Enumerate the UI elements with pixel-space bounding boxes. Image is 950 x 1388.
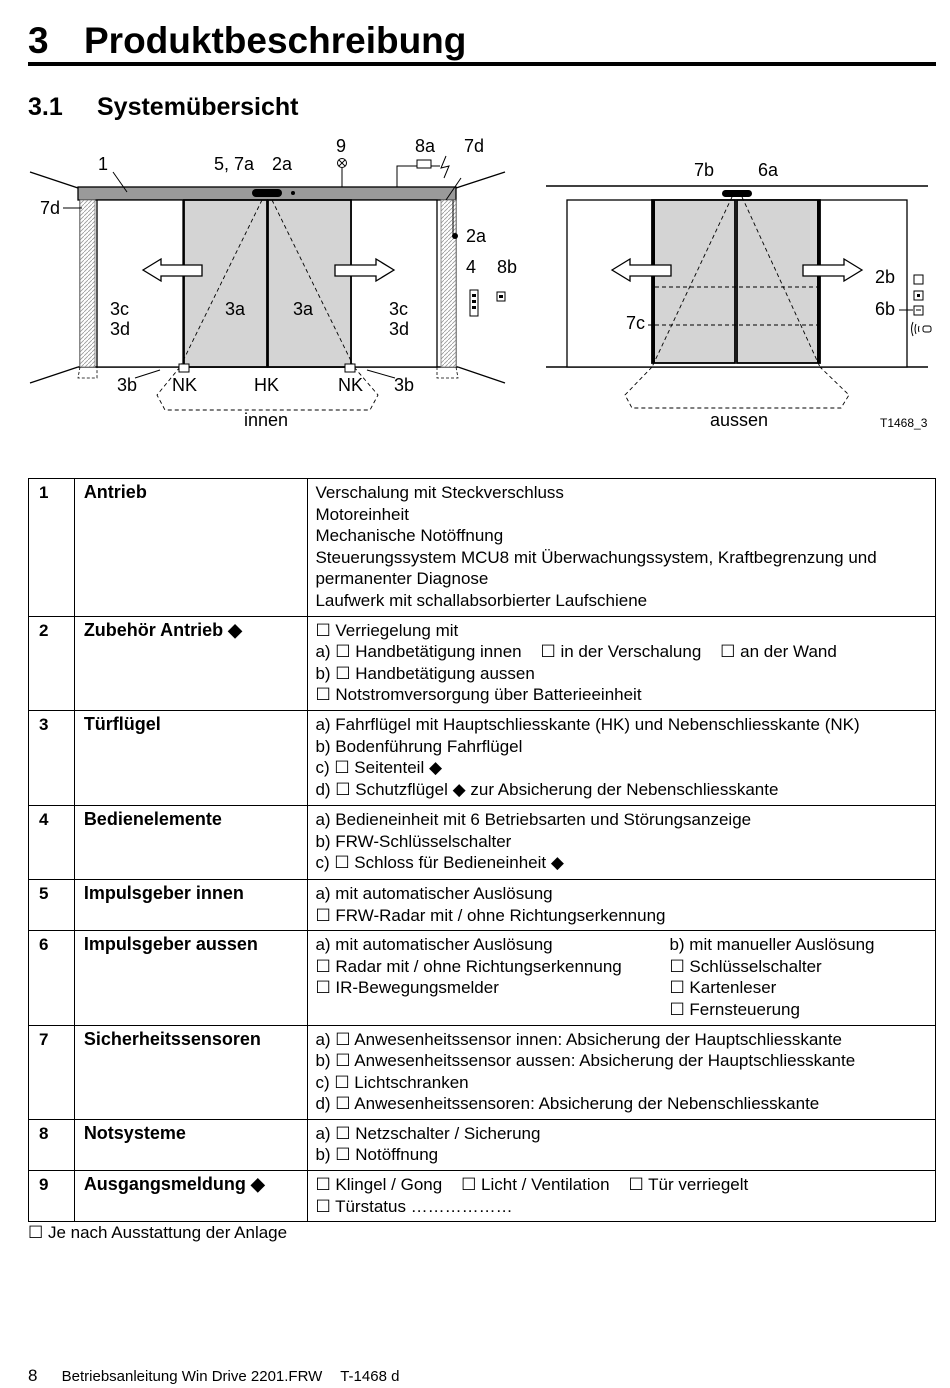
- diagram-label: HK: [254, 375, 280, 395]
- row-description: [308, 879, 936, 930]
- desc-line: a) ☐ Handbetätigung innen ☐ in der Verschalung ☐ an der Wand: [315, 642, 837, 662]
- desc-line: ☐ Schlüsselschalter: [669, 956, 822, 976]
- desc-line: a) mit automatischer Auslösung: [315, 883, 553, 903]
- inside-view: [30, 156, 505, 410]
- desc-line: ☐ Fernsteuerung: [669, 999, 800, 1019]
- table-row: [29, 616, 936, 710]
- sliding-leaf: [737, 200, 820, 363]
- diagram-label: 8a: [415, 136, 436, 156]
- desc-line: ☐ Verriegelung mit: [315, 620, 459, 640]
- row-description: [308, 710, 936, 805]
- desc-line: b) ☐ Notöffnung: [315, 1145, 439, 1165]
- row-number: 4: [29, 805, 75, 879]
- row-name: Antrieb: [74, 479, 308, 617]
- footnote: ☐ Je nach Ausstattung der Anlage: [28, 1223, 288, 1242]
- row-number: 5: [29, 879, 75, 930]
- desc-line: ☐ Kartenleser: [669, 978, 777, 998]
- desc-line: ☐ Klingel / Gong ☐ Licht / Ventilation ☐ Tür verriegelt: [315, 1175, 749, 1195]
- diagram-label: 2a: [466, 226, 487, 246]
- diagram-label: 6a: [758, 160, 779, 180]
- desc-line: ☐ Türstatus ………………: [315, 1196, 513, 1216]
- desc-line: b) FRW-Schlüsselschalter: [315, 831, 512, 851]
- desc-line: b) Bodenführung Fahrflügel: [315, 736, 523, 756]
- table-row: [29, 1171, 936, 1222]
- diagram-label: NK: [172, 375, 198, 395]
- row-number: 6: [29, 931, 75, 1025]
- desc-line: c) ☐ Lichtschranken: [315, 1072, 469, 1092]
- desc-line: Motoreinheit: [315, 504, 409, 524]
- diagram-label: 3c: [389, 299, 409, 319]
- desc-line: ☐ IR-Bewegungsmelder: [315, 978, 499, 998]
- desc-line: b) ☐ Handbetätigung aussen: [315, 663, 535, 683]
- row-description: [308, 479, 936, 617]
- desc-line: c) ☐ Schloss für Bedieneinheit ◆: [315, 853, 564, 873]
- table-row: [29, 1025, 936, 1119]
- row-name: Impulsgeber innen: [74, 879, 308, 930]
- desc-line: Steuerungssystem MCU8 mit Überwachungssystem, Kraftbegrenzung und: [315, 547, 877, 567]
- diagram-label: 9: [336, 136, 347, 156]
- diagram-label: 1: [98, 154, 109, 174]
- desc-line: permanenter Diagnose: [315, 569, 489, 589]
- table-row: [29, 805, 936, 879]
- diagram-label: 3a: [225, 299, 246, 319]
- desc-line: d) ☐ Schutzflügel ◆ zur Absicherung der Nebenschliesskante: [315, 779, 779, 799]
- desc-line: a) mit automatischer Auslösung: [315, 935, 553, 955]
- desc-line: a) ☐ Netzschalter / Sicherung: [315, 1123, 541, 1143]
- row-description: [308, 1171, 936, 1222]
- system-overview-diagram: [0, 130, 950, 435]
- side-panel: [351, 200, 437, 367]
- row-name: Ausgangsmeldung ◆: [74, 1171, 308, 1222]
- document-title: Betriebsanleitung Win Drive 2201.FRW: [61, 1368, 323, 1385]
- row-description: [308, 805, 936, 879]
- desc-line: ☐ Radar mit / ohne Richtungserkennung: [315, 956, 622, 976]
- diagram-label: 3d: [110, 319, 131, 339]
- chapter-title: Produktbeschreibung: [84, 20, 467, 61]
- table-row: [29, 1119, 936, 1170]
- desc-line: b) ☐ Anwesenheitssensor aussen: Absicherung der Hauptschliesskante: [315, 1051, 856, 1071]
- table-row: [29, 931, 936, 1025]
- diagram-label: NK: [338, 375, 364, 395]
- diagram-label: 7d: [40, 198, 61, 218]
- desc-line: ☐ Notstromversorgung über Batterieeinheit: [315, 685, 642, 705]
- diagram-label: 7d: [464, 136, 485, 156]
- row-number: 1: [29, 479, 75, 617]
- row-name: Notsysteme: [74, 1119, 308, 1170]
- desc-line: a) Bedieneinheit mit 6 Betriebsarten und Störungsanzeige: [315, 809, 752, 829]
- row-name: Türflügel: [74, 710, 308, 805]
- section-number: 3.1: [28, 93, 63, 121]
- row-description: [308, 616, 936, 710]
- table-row: [29, 879, 936, 930]
- sliding-leaf: [652, 200, 735, 363]
- desc-line: d) ☐ Anwesenheitssensoren: Absicherung der Nebenschliesskante: [315, 1094, 820, 1114]
- diagram-label: 7c: [626, 313, 646, 333]
- diagram-label: 4: [466, 257, 477, 277]
- page-footer: [28, 1366, 399, 1386]
- row-description: [308, 1119, 936, 1170]
- diagram-label: 2a: [272, 154, 293, 174]
- sliding-leaf: [268, 200, 351, 367]
- desc-line: b) mit manueller Auslösung: [669, 935, 875, 955]
- diagram-label: innen: [244, 410, 289, 430]
- row-name: Sicherheitssensoren: [74, 1025, 308, 1119]
- sliding-leaf: [184, 200, 267, 367]
- diagram-label: 8b: [497, 257, 518, 277]
- row-number: 7: [29, 1025, 75, 1119]
- diagram-label: 3b: [394, 375, 415, 395]
- side-panel: [97, 200, 183, 367]
- desc-line: ☐ FRW-Radar mit / ohne Richtungserkennung: [315, 905, 666, 925]
- diagram-label: 3a: [293, 299, 314, 319]
- desc-line: a) Fahrflügel mit Hauptschliesskante (HK) und Nebenschliesskante (NK): [315, 714, 860, 734]
- row-number: 3: [29, 710, 75, 805]
- diagram-label: 7b: [694, 160, 715, 180]
- diagram-label: 5, 7a: [214, 154, 255, 174]
- row-name: Impulsgeber aussen: [74, 931, 308, 1025]
- table-row: [29, 479, 936, 617]
- row-name: Zubehör Antrieb ◆: [74, 616, 308, 710]
- outside-view: [546, 186, 931, 408]
- table-row: [29, 710, 936, 805]
- row-number: 9: [29, 1171, 75, 1222]
- row-number: 8: [29, 1119, 75, 1170]
- page-number: 8: [28, 1366, 38, 1385]
- section-title: Systemübersicht: [97, 93, 299, 121]
- chapter-number: 3: [28, 20, 49, 61]
- component-table: [28, 478, 936, 1222]
- document-code: T-1468 d: [340, 1368, 400, 1385]
- figure-id: T1468_3: [880, 416, 928, 430]
- diagram-label: 6b: [875, 299, 896, 319]
- radar-sensor: [252, 189, 282, 197]
- radar-sensor: [722, 190, 752, 197]
- diagram-label: aussen: [710, 410, 769, 430]
- row-description: [308, 931, 936, 1025]
- desc-line: c) ☐ Seitenteil ◆: [315, 758, 443, 778]
- row-description: [308, 1025, 936, 1119]
- desc-line: Mechanische Notöffnung: [315, 526, 504, 546]
- row-number: 2: [29, 616, 75, 710]
- row-name: Bedienelemente: [74, 805, 308, 879]
- diagram-label: 3c: [110, 299, 130, 319]
- desc-line: Verschalung mit Steckverschluss: [315, 483, 564, 502]
- diagram-label: 3d: [389, 319, 410, 339]
- diagram-label: 3b: [117, 375, 138, 395]
- desc-line: Laufwerk mit schallabsorbierter Laufschiene: [315, 590, 648, 610]
- chapter-heading: [28, 10, 936, 66]
- diagram-label: 2b: [875, 267, 896, 287]
- desc-line: a) ☐ Anwesenheitssensor innen: Absicherung der Hauptschliesskante: [315, 1029, 842, 1049]
